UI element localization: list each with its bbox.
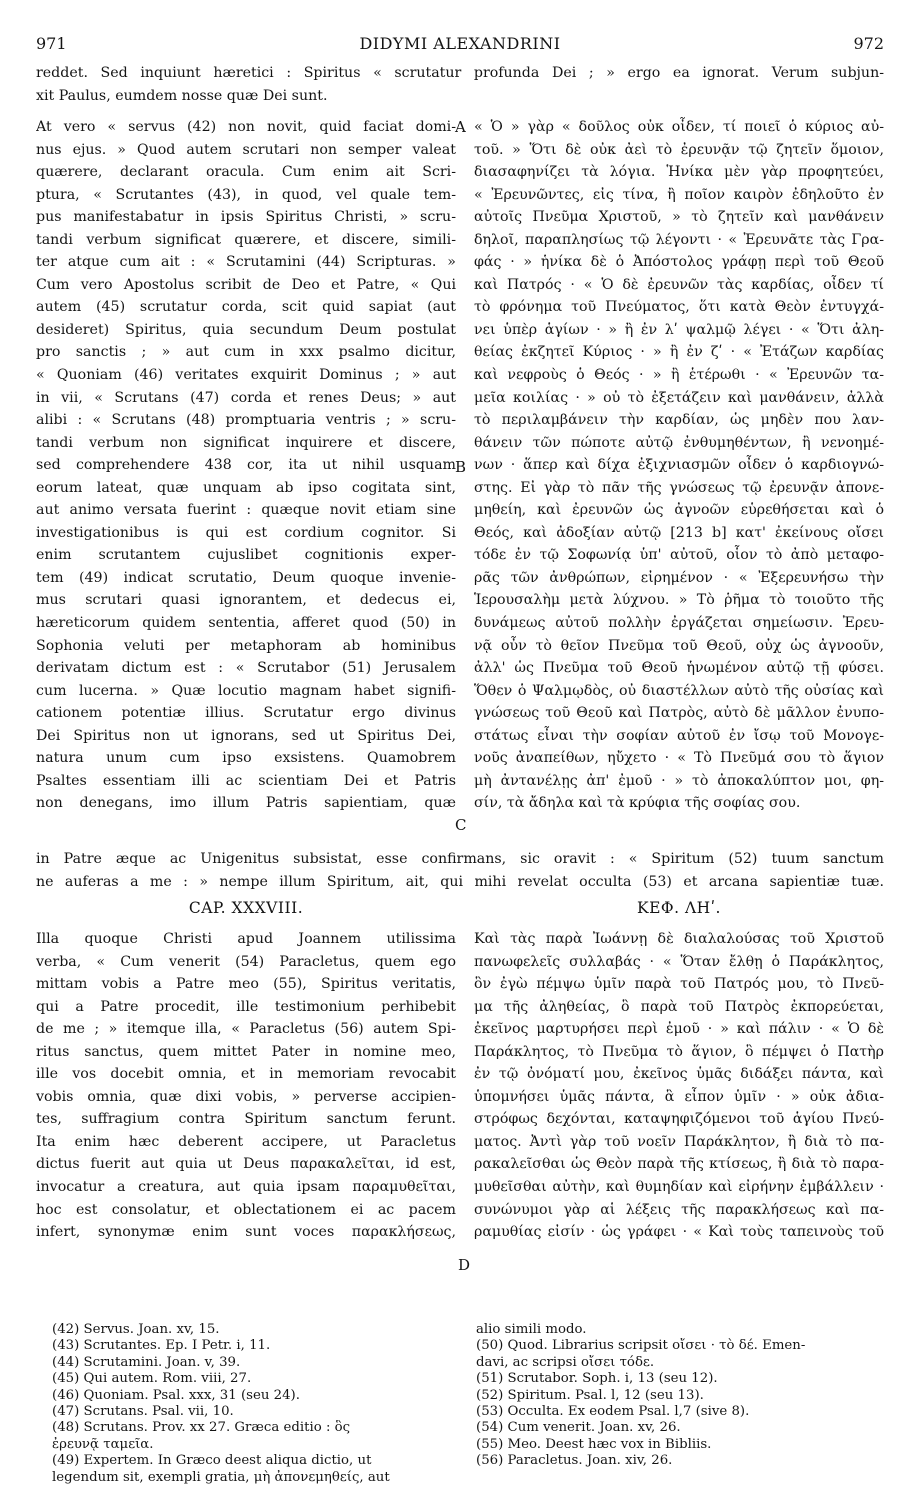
chapter-latin-line: hoc est consolatur, et oblectationem ei ac pacem: [36, 1201, 456, 1218]
page-header: [36, 34, 884, 56]
latin-line: tandi verbum significat quærere, et discere, simili-: [36, 231, 456, 248]
footnote-right: (54) Cum venerit. Joan. xv, 26.: [476, 1420, 681, 1436]
chapter-latin-line: verba, « Cum venerit (54) Paracletus, quem ego: [36, 953, 456, 970]
latin-line: « Quoniam (46) veritates exquirit Dominus ; » aut: [36, 367, 456, 384]
footnote-left: (42) Servus. Joan. xv, 15.: [52, 1322, 220, 1337]
greek-line: δυνάμεως αὐτοῦ πολλὴν ἐργάζεται σημείωσιν. Ἐρευ-: [474, 615, 884, 632]
latin-line: desideret) Spiritus, quia secundum Deum postulat: [36, 321, 456, 338]
footnote-right: (52) Spiritum. Psal. l, 12 (seu 13).: [476, 1387, 704, 1403]
greek-line: « Ὁ » γὰρ « δοῦλος οὐκ οἶδεν, τί ποιεῖ ὁ κύριος αὐ-: [474, 119, 884, 135]
chapter-greek-line: συνώνυμοι γὰρ αἱ λέξεις τῆς παρακλήσεως καὶ πα-: [474, 1201, 884, 1218]
greek-line: θάνειν τῶν πώποτε αὐτῷ ἐνθυμηθέντων, ἢ νενοημέ-: [474, 434, 884, 451]
latin-line: cationem potentiæ illius. Scrutatur ergo divinus: [36, 705, 456, 722]
greek-line: Θεός, καὶ ἀδοξίαν αὐτῷ [213 b] κατ' ἐκείνους οἴσει: [474, 524, 884, 541]
latin-line: aut animo versata fuerint : quæque novit etiam sine: [36, 502, 456, 519]
chapter-greek-line: στρόφως δεχόνται, καταψηφιζόμενοι τοῦ ἁγίου Πνεύ-: [474, 1111, 884, 1128]
latin-line: pus manifestabatur in ipsis Spiritus Christi, » scru-: [36, 209, 456, 226]
greek-line: σίν, τὰ ἄδηλα καὶ τὰ κρύφια τῆς σοφίας σου.: [474, 795, 801, 812]
chapter-greek-line: ρακαλεῖσθαι ὡς Θεὸν παρὰ τῆς κτίσεως, ἢ διὰ τὸ παρα-: [474, 1156, 884, 1173]
chapter-greek-line: ἐν τῷ ὀνόματί μου, ἐκεῖνος ὑμᾶς διδάξει πάντα, καὶ: [474, 1066, 884, 1083]
latin-line: investigationibus is qui est cordium cognitor. Si: [36, 524, 456, 541]
latin-line: alibi : « Scrutans (48) promptuaria ventris ; » scru-: [36, 412, 456, 429]
footnote-right: (55) Meo. Deest hæc vox in Bibliis.: [476, 1436, 712, 1452]
latin-line: natura unum cum ipso exsistens. Quamobrem: [36, 750, 456, 767]
latin-line: enim scrutantem cujuslibet cognitionis exper-: [36, 547, 456, 564]
latin-line: cum lucerna. » Quæ locutio magnam habet signifi-: [36, 682, 456, 699]
running-title: DIDYMI ALEXANDRINI: [359, 34, 561, 53]
margin-marker-a: A: [455, 118, 466, 136]
intro-text: [36, 62, 884, 107]
footnote-left: (47) Scrutans. Psal. vii, 10.: [52, 1404, 234, 1420]
full-line: in Patre æque ac Unigenitus subsistat, esse confirmans, sic oravit : « Spiritum (52) tuum sanctum: [36, 851, 884, 867]
margin-marker-c: C: [455, 816, 467, 834]
footnote-right: (53) Occulta. Ex eodem Psal. l,7 (sive 8).: [476, 1404, 750, 1420]
intro-line: xit Paulus, eumdem nosse quæ Dei sunt.: [36, 87, 328, 104]
chapter-latin-line: de me ; » itemque illa, « Paracletus (56) autem Spi-: [36, 1021, 456, 1038]
footnote-right: davi, ac scripsi οἴσει τόδε.: [476, 1354, 655, 1370]
latin-line: pro sanctis ; » aut cum in xxx psalmo dicitur,: [36, 344, 456, 361]
greek-line: θείας ἐκζητεῖ Κύριος · » ἢ ἐν ζʹ · « Ἐτάζων καρδίας: [474, 344, 884, 361]
footnote-right: alio simili modo.: [476, 1322, 587, 1337]
greek-line: τὸ φρόνημα τοῦ Πνεύματος, ὅτι κατὰ Θεὸν ἐντυγχά-: [474, 299, 884, 316]
chapter-latin-line: ille vos docebit omnia, et in memoriam revocabit: [36, 1066, 456, 1083]
footnotes-right: [476, 1322, 884, 1470]
footnote-right: (50) Quod. Librarius scripsit οἴσει · τὸ δέ. Emen-: [476, 1338, 806, 1354]
latin-line: Sophonia veluti per metaphoram ab hominibus: [36, 637, 456, 654]
chapter-greek-line: Καὶ τὰς παρὰ Ἰωάννῃ δὲ διαλαλούσας τοῦ Χριστοῦ: [474, 931, 884, 947]
chapter-greek-text: [474, 928, 884, 1244]
page-number-left: 971: [36, 34, 67, 53]
greek-line: « Ἐρευνῶντες, εἰς τίνα, ἢ ποῖον καιρὸν ἐδηλοῦτο ἐν: [474, 186, 884, 203]
footnote-left: (44) Scrutamini. Joan. v, 39.: [52, 1354, 241, 1370]
footnote-left: (48) Scrutans. Prov. xx 27. Græca editio : ὃς: [52, 1420, 351, 1436]
chapter-latin-line: Ita enim hæc deberent accipere, ut Paracletus: [36, 1133, 456, 1150]
greek-column: [474, 116, 884, 815]
chapter-greek-line: ὑπομνήσει ὑμᾶς πάντα, ἃ εἶπον ὑμῖν · » οὐκ ἀδια-: [474, 1088, 884, 1105]
chapter-latin-line: tes, suffragium contra Spiritum sanctum ferunt.: [36, 1111, 456, 1128]
footnotes-left: [52, 1322, 454, 1486]
margin-marker-b: B: [455, 458, 467, 476]
greek-line: νει ὑπὲρ ἁγίων · » ἢ ἐν λʹ ψαλμῷ λέγει · « Ὅτι ἀλη-: [474, 321, 884, 338]
latin-line: nus ejus. » Quod autem scrutari non semper valeat: [36, 141, 456, 158]
greek-line: καὶ Πατρός · « Ὁ δὲ ἐρευνῶν τὰς καρδίας, οἶδεν τί: [474, 276, 884, 293]
greek-line: νοῦς ἀναπείθων, ηὔχετο · « Τὸ Πνεῦμά σου τὸ ἅγιον: [474, 750, 884, 767]
chapter-greek-line: μυθεῖσθαι αὐτὴν, καὶ θυμηδίαν καὶ εἰρήνην ἐμβάλλειν ·: [474, 1179, 884, 1196]
latin-line: Cum vero Apostolus scribit de Deo et Patre, « Qui: [36, 276, 456, 293]
footnote-left: (45) Qui autem. Rom. viii, 27.: [52, 1371, 252, 1387]
latin-line: Dei Spiritus non ut ignorans, sed ut Spiritus Dei,: [36, 727, 456, 744]
latin-line: ptura, « Scrutantes (43), in quod, vel quale tem-: [36, 186, 456, 203]
greek-line: ρᾶς τῶν ἀνθρώπων, εἰρημένον · « Ἐξερευνήσω τὴν: [474, 569, 884, 586]
greek-line: τόδε ἐν τῷ Σοφωνίᾳ ὑπ' αὐτοῦ, οἷον τὸ ἀπὸ μεταφο-: [474, 547, 884, 564]
footnote-right: (51) Scrutabor. Soph. i, 13 (seu 12).: [476, 1371, 718, 1387]
chapter-greek-line: ματος. Ἀντὶ γὰρ τοῦ νοεῖν Παράκλητον, ἢ διὰ τὸ πα-: [474, 1133, 884, 1150]
latin-line: derivatam dictum est : « Scrutabor (51) Jerusalem: [36, 660, 456, 677]
greek-line: δηλοῖ, παραπλησίως τῷ λέγοντι · « Ἐρευνᾶτε τὰς Γρα-: [474, 231, 884, 248]
footnote-left: ἐρευνᾷ ταμεῖα.: [52, 1436, 154, 1452]
greek-line: μεῖα κοιλίας · » οὐ τὸ ἐξετάζειν καὶ μανθάνειν, ἀλλὰ: [474, 389, 884, 406]
latin-line: in vii, « Scrutans (47) corda et renes Deus; » aut: [36, 389, 456, 406]
full-line: ne auferas a me : » nempe illum Spiritum, ait, qui mihi revelat occulta (53) et arcana sapientiæ tuæ.: [36, 873, 884, 890]
greek-line: καὶ νεφροὺς ὁ Θεός · » ἢ ἑτέρωθι · « Ἐρευνῶν τα-: [474, 367, 884, 384]
chapter-latin-line: mittam vobis a Patre meo (55), Spiritus veritatis,: [36, 976, 456, 993]
greek-line: στης. Εἰ γὰρ τὸ πᾶν τῆς γνώσεως τῷ ἐρευνᾷν ἀπονε-: [474, 479, 884, 496]
greek-line: στάτως εἶναι τὴν σοφίαν αὐτοῦ ἐν ἴσῳ τοῦ Μονογε-: [474, 727, 884, 744]
chapter-greek-line: Παράκλητος, τὸ Πνεῦμα τὸ ἅγιον, ὃ πέμψει ὁ Πατὴρ: [474, 1043, 884, 1060]
footnote-left: (49) Expertem. In Græco deest aliqua dictio, ut: [52, 1453, 372, 1469]
greek-line: ἀλλ' ὡς Πνεῦμα τοῦ Θεοῦ ἡνωμένον αὐτῷ τῇ φύσει.: [474, 660, 884, 677]
chapter-latin-line: infert, synonymæ enim sunt voces παρακλήσεως,: [36, 1224, 456, 1241]
greek-line: Ὅθεν ὁ Ψαλμῳδὸς, οὐ διαστέλλων αὐτὸ τῆς οὐσίας καὶ: [474, 682, 884, 699]
footnote-right: (56) Paracletus. Joan. xiv, 26.: [476, 1453, 673, 1469]
latin-line: tandi verbum non significat inquirere et discere,: [36, 434, 456, 451]
intro-line: reddet. Sed inquiunt hæretici : Spiritus « scrutatur profunda Dei ; » ergo ea ignorat. Verum subjun-: [36, 65, 884, 81]
latin-line: ter atque cum ait : « Scrutamini (44) Scripturas. »: [36, 254, 456, 271]
footnote-left: legendum sit, exempli gratia, μὴ ἀπονεμηθείς, aut: [52, 1469, 390, 1485]
chapter-latin-line: ritus sanctus, quem mittet Pater in nomine meo,: [36, 1043, 456, 1060]
page-number-right: 972: [853, 34, 884, 53]
footnote-left: (46) Quoniam. Psal. xxx, 31 (seu 24).: [52, 1387, 300, 1403]
latin-line: quærere, declarant oracula. Cum enim ait Scri-: [36, 164, 456, 181]
latin-line: At vero « servus (42) non novit, quid faciat domi-: [36, 119, 456, 135]
greek-line: μὴ ἀντανέλῃς ἀπ' ἐμοῦ · » τὸ ἀποκαλύπτον μοι, φη-: [474, 772, 884, 789]
margin-marker-d: D: [458, 1256, 471, 1274]
full-width-text: [36, 816, 884, 839]
latin-line: eorum lateat, quæ unquam ab ipso cogitata sint,: [36, 479, 456, 496]
chapter-latin-line: qui a Patre procedit, ille testimonium perhibebit: [36, 998, 456, 1015]
chapter-greek-line: μα τῆς ἀληθείας, ὃ παρὰ τοῦ Πατρὸς ἐκπορεύεται,: [474, 998, 884, 1015]
greek-line: τὸ περιλαμβάνειν τὴν καρδίαν, ὡς μηδὲν που λαν-: [474, 412, 884, 429]
chapter-greek-line: ὃν ἐγὼ πέμψω ὑμῖν παρὰ τοῦ Πατρός μου, τὸ Πνεῦ-: [474, 976, 884, 993]
greek-line: μηθείη, καὶ ἐρευνῶν ὡς ἀγνοῶν εὑρεθήσεται καὶ ὁ: [474, 502, 884, 519]
latin-line: hæreticorum quidem sententia, afferet quod (50) in: [36, 615, 456, 632]
latin-column: [36, 116, 456, 815]
greek-line: φάς · » ἡνίκα δὲ ὁ Ἀπόστολος γράφῃ περὶ τοῦ Θεοῦ: [474, 254, 884, 271]
latin-line: sed comprehendere 438 cor, ita ut nihil usquam: [36, 457, 456, 474]
latin-line: non denegans, imo illum Patris sapientiam, quæ: [36, 795, 456, 812]
greek-line: νων · ἅπερ καὶ δίχα ἐξιχνιασμῶν οἶδεν ὁ καρδιογνώ-: [474, 457, 884, 474]
chapter-heading-greek: ΚΕΦ. ΛΗʹ.: [637, 899, 721, 917]
greek-line: Ἱερουσαλὴμ μετὰ λύχνου. » Τὸ ῥῆμα τὸ τοιοῦτο τῆς: [474, 592, 884, 609]
full-width-lines: [36, 848, 884, 893]
footnote-left: (43) Scrutantes. Ep. I Petr. i, 11.: [52, 1338, 271, 1354]
chapter-greek-line: πανωφελεῖς συλλαβάς · « Ὅταν ἔλθῃ ὁ Παράκλητος,: [474, 953, 884, 970]
latin-line: Psaltes essentiam illi ac scientiam Dei et Patris: [36, 772, 456, 789]
latin-line: mus scrutari quasi ignorantem, et dedecus ei,: [36, 592, 456, 609]
chapter-heading-latin: CAP. XXXVIII.: [188, 899, 304, 917]
chapter-latin-line: dictus fuerit aut quia ut Deus παρακαλεῖται, id est,: [36, 1156, 456, 1173]
chapter-latin-line: invocatur a creatura, aut quia ipsam παραμυθεῖται,: [36, 1179, 456, 1196]
greek-line: νᾷ οὖν τὸ θεῖον Πνεῦμα τοῦ Θεοῦ, οὐχ ὡς ἀγνοοῦν,: [474, 637, 884, 654]
latin-line: tem (49) indicat scrutatio, Deum quoque invenie-: [36, 569, 456, 586]
latin-line: autem (45) scrutatur corda, scit quid sapiat (aut: [36, 299, 456, 316]
greek-line: γνώσεως τοῦ Θεοῦ καὶ Πατρὸς, αὐτὸ δὲ μᾶλλον ἐνυπο-: [474, 705, 884, 722]
greek-line: διασαφηνίζει τὰ λόγια. Ἡνίκα μὲν γὰρ προφητεύει,: [474, 164, 884, 181]
chapter-latin-line: Illa quoque Christi apud Joannem utilissima: [36, 931, 456, 947]
chapter-greek-line: ραμυθίας εἰσίν · ὡς γράφει · « Καὶ τοὺς ταπεινοὺς τοῦ: [474, 1224, 884, 1241]
greek-line: αὐτοῖς Πνεῦμα Χριστοῦ, » τὸ ζητεῖν καὶ μανθάνειν: [474, 209, 884, 226]
chapter-latin-text: [36, 928, 456, 1244]
chapter-greek-line: ἐκεῖνος μαρτυρήσει περὶ ἐμοῦ · » καὶ πάλιν · « Ὁ δὲ: [474, 1021, 884, 1038]
greek-line: τοῦ. » Ὅτι δὲ οὐκ ἀεὶ τὸ ἐρευνᾷν τῷ ζητεῖν ὅμοιον,: [474, 141, 884, 158]
chapter-latin-line: vobis omnia, quæ dixi vobis, » perverse accipien-: [36, 1088, 456, 1105]
